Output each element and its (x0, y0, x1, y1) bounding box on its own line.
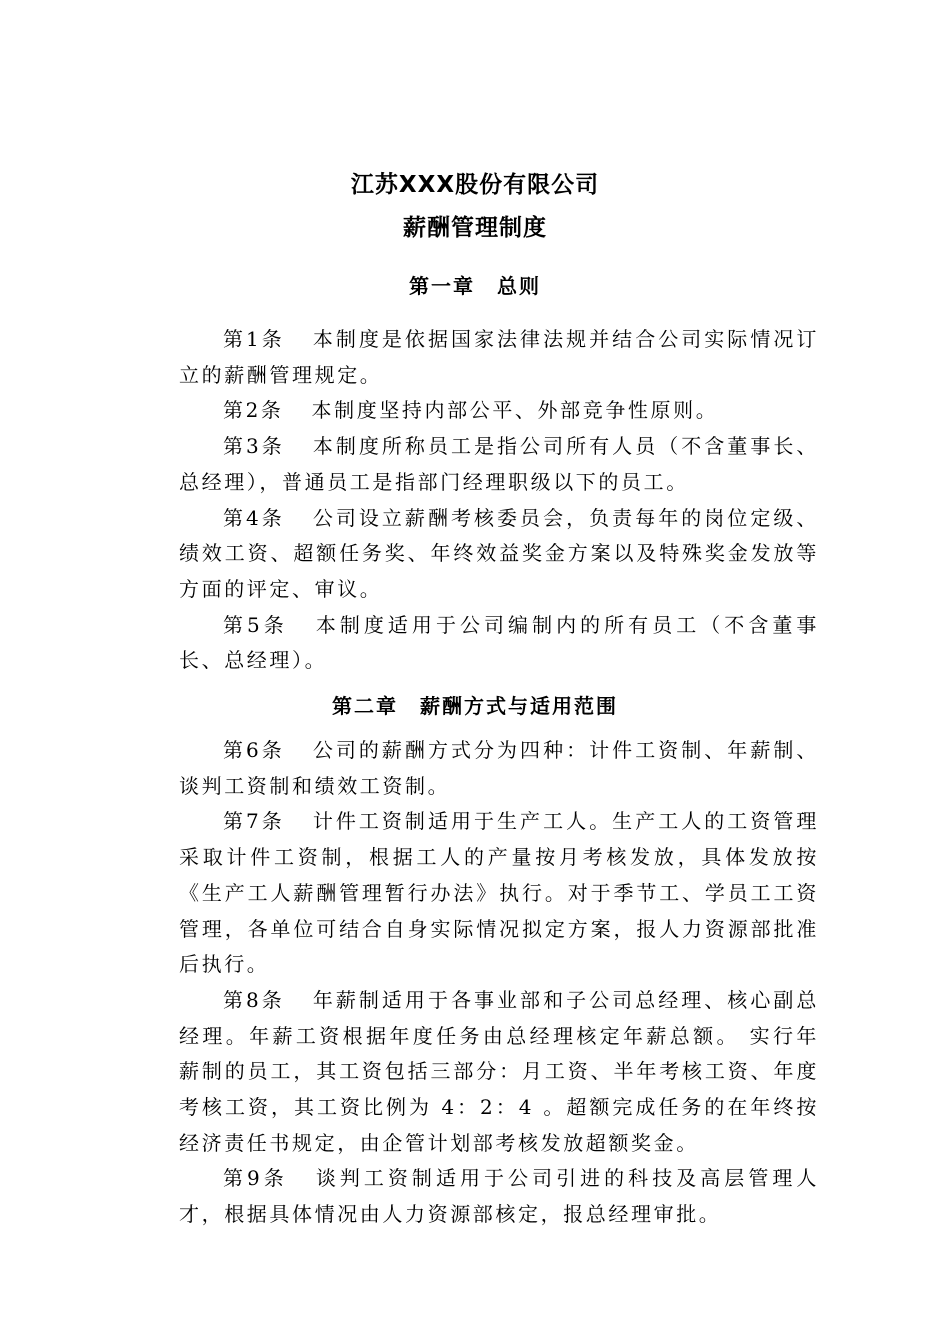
company-title: 江苏XXX股份有限公司 (350, 172, 600, 198)
article (179, 804, 819, 983)
document-title: 薪酬管理制度 (403, 215, 547, 241)
article-number: 第8条 (223, 987, 285, 1012)
chapter-one-body (179, 322, 819, 679)
article-number: 第5条 (223, 612, 288, 637)
article-text: 本制度所称员工是指公司所有人员（不含董事长、总经理），普通员工是指部门经理职级以下的员工。 (179, 434, 819, 494)
article-text: 本制度是依据国家法律法规并结合公司实际情况订立的薪酬管理规定。 (179, 327, 819, 387)
article-number: 第3条 (223, 434, 285, 459)
article (179, 322, 819, 393)
article (179, 429, 819, 500)
article-number: 第2条 (223, 398, 284, 423)
article-text: 本制度坚持内部公平、外部竞争性原则。 (311, 398, 719, 423)
article-text: 谈判工资制适用于公司引进的科技及高层管理人才，根据具体情况由人力资源部核定，报总经理审批。 (179, 1166, 819, 1227)
article-number: 第9条 (223, 1166, 288, 1191)
article-number: 第1条 (223, 327, 285, 351)
article-text: 本制度适用于公司编制内的所有员工（不含董事长、总经理）。 (179, 612, 819, 673)
article-text: 计件工资制适用于生产工人。生产工人的工资管理采取计件工资制，根据工人的产量按月考核发放，具体发放按《生产工人薪酬管理暂行办法》执行。对于季节工、学员工工资管理，各单位可结合自身实际情况拟定方案，报人力资源部批准后执行。 (179, 809, 819, 977)
article (179, 983, 819, 1162)
chapter-heading: 第二章 薪酬方式与适用范围 (332, 694, 618, 718)
article-number: 第6条 (223, 738, 285, 762)
article-text: 公司设立薪酬考核委员会，负责每年的岗位定级、绩效工资、超额任务奖、年终效益奖金方案以及特殊奖金发放等方面的评定、审议。 (179, 505, 819, 601)
article (179, 1161, 819, 1232)
article (179, 501, 819, 608)
article-text: 年薪制适用于各事业部和子公司总经理、核心副总经理。年薪工资根据年度任务由总经理核定年薪总额。 实行年薪制的员工，其工资包括三部分：月工资、半年考核工资、年度考核工资，其工资比例为 4：2：4 。超额完成任务的在年终按经济责任书规定，由企管计划部考核发放超额奖金。 (179, 987, 819, 1155)
chapter-two-body (179, 733, 819, 1233)
article-number: 第4条 (223, 505, 285, 530)
article (179, 733, 819, 804)
chapter-heading: 第一章 总则 (409, 274, 541, 298)
article (179, 393, 819, 429)
article (179, 608, 819, 679)
article-number: 第7条 (223, 809, 285, 834)
article-text: 公司的薪酬方式分为四种：计件工资制、年薪制、谈判工资制和绩效工资制。 (179, 738, 819, 798)
